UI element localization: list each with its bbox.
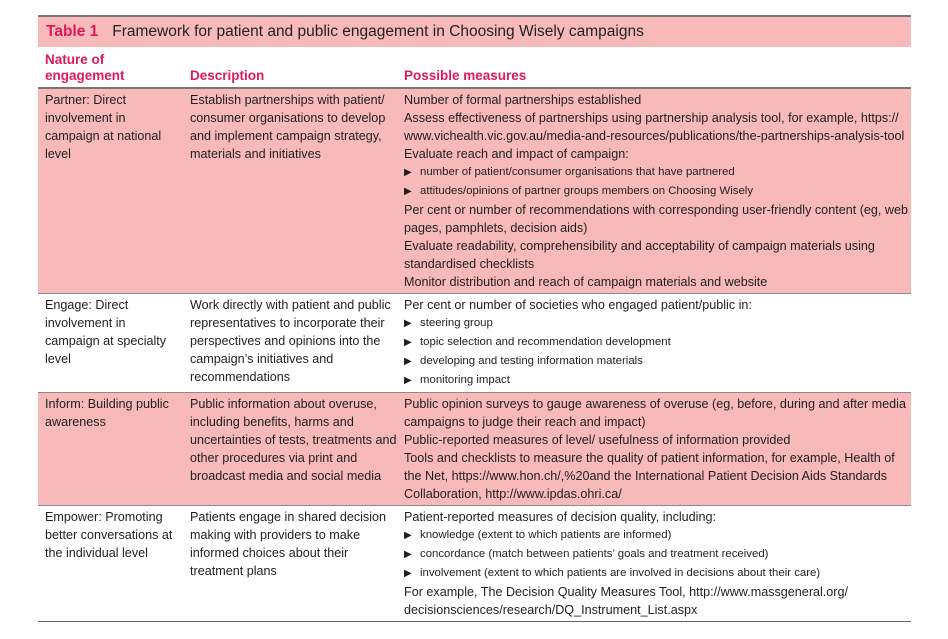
description-cell: Patients engage in shared decision making with providers to make informed choices about their treatment plans — [190, 510, 387, 578]
measure-line: campaigns to judge their reach and impact) — [404, 415, 646, 429]
arrow-bullet-icon: ▶ — [404, 318, 412, 329]
measure-line: www.vichealth.vic.gov.au/media-and-resources/publications/the-partnerships-analysis-tool — [404, 129, 905, 143]
table-number: Table 1 — [46, 23, 99, 40]
table-title: Framework for patient and public engagement in Choosing Wisely campaigns — [112, 23, 644, 40]
table-caption — [38, 15, 911, 47]
measure-bullet — [404, 526, 911, 545]
table-body — [38, 89, 911, 622]
arrow-bullet-icon: ▶ — [404, 530, 412, 541]
measure-line: Assess effectiveness of partnerships using partnership analysis tool, for example, https:// — [404, 111, 899, 125]
measure-bullet — [404, 314, 911, 333]
measure-line: Per cent or number of recommendations with corresponding user-friendly content (eg, web — [404, 203, 909, 217]
measure-line: For example, The Decision Quality Measures Tool, http://www.massgeneral.org/ — [404, 585, 849, 599]
measures-cell — [397, 395, 911, 503]
measure-bullet — [404, 371, 911, 390]
measure-line: Patient-reported measures of decision quality, including: — [404, 510, 716, 524]
arrow-bullet-icon: ▶ — [404, 549, 412, 560]
measure-bullet-text: attitudes/opinions of partner groups members on Choosing Wisely — [420, 185, 754, 197]
measure-line: Public opinion surveys to gauge awareness of overuse (eg, before, during and after media — [404, 397, 906, 411]
measure-bullet-text: topic selection and recommendation development — [420, 336, 671, 348]
nature-cell: Inform: Building public awareness — [45, 397, 169, 429]
table-row — [38, 393, 911, 506]
measures-cell — [397, 91, 911, 291]
arrow-bullet-icon: ▶ — [404, 568, 412, 579]
measure-bullet-text: knowledge (extent to which patients are informed) — [420, 529, 672, 541]
measure-bullet-text: involvement (extent to which patients are involved in decisions about their care) — [420, 567, 821, 579]
measure-bullet-text: concordance (match between patients’ goals and treatment received) — [420, 548, 769, 560]
description-cell: Work directly with patient and public representatives to incorporate their perspectives and opinions into the campaign’s initiatives and recommendations — [190, 298, 391, 384]
measure-bullet-text: developing and testing information materials — [420, 355, 643, 367]
table-header-row — [38, 47, 911, 89]
measure-line: Collaboration, http://www.ipdas.ohri.ca/ — [404, 487, 622, 501]
measure-line: standardised checklists — [404, 257, 535, 271]
arrow-bullet-icon: ▶ — [404, 337, 412, 348]
measure-line: Number of formal partnerships established — [404, 93, 642, 107]
description-cell: Establish partnerships with patient/ consumer organisations to develop and implement campaign strategy, materials and initiatives — [190, 93, 386, 161]
measure-bullet — [404, 333, 911, 352]
nature-cell: Partner: Direct involvement in campaign at national level — [45, 93, 162, 161]
measure-bullet-text: number of patient/consumer organisations that have partnered — [420, 166, 735, 178]
measure-bullet-text: steering group — [420, 317, 493, 329]
measure-bullet-text: monitoring impact — [420, 374, 510, 386]
measure-line: Monitor distribution and reach of campaign materials and website — [404, 275, 768, 289]
measure-line: Tools and checklists to measure the quality of patient information, for example, Health of — [404, 451, 895, 465]
measure-bullet — [404, 352, 911, 371]
measure-bullet — [404, 182, 911, 201]
measure-line: pages, pamphlets, decision aids) — [404, 221, 588, 235]
arrow-bullet-icon: ▶ — [404, 186, 412, 197]
measure-line: decisionsciences/research/DQ_Instrument_List.aspx — [404, 603, 698, 617]
measures-cell — [397, 508, 911, 619]
measure-bullet — [404, 545, 911, 564]
description-cell: Public information about overuse, including benefits, harms and uncertainties of tests, treatments and other procedures via print and broadcast media and social media — [190, 397, 397, 483]
header-description: Description — [190, 68, 265, 83]
table-1 — [38, 15, 911, 622]
measure-line: the Net, https://www.hon.ch/,%20and the International Patient Decision Aids Standards — [404, 469, 888, 483]
measures-cell — [397, 296, 911, 390]
measure-bullet — [404, 163, 911, 182]
table-row — [38, 89, 911, 294]
nature-cell: Empower: Promoting better conversations at the individual level — [45, 510, 173, 560]
measure-line: Evaluate readability, comprehensibility and acceptability of campaign materials using — [404, 239, 875, 253]
arrow-bullet-icon: ▶ — [404, 375, 412, 386]
arrow-bullet-icon: ▶ — [404, 167, 412, 178]
table-row — [38, 294, 911, 393]
measure-line: Per cent or number of societies who engaged patient/public in: — [404, 298, 752, 312]
arrow-bullet-icon: ▶ — [404, 356, 412, 367]
measure-line: Evaluate reach and impact of campaign: — [404, 147, 629, 161]
header-nature: Nature of engagement — [45, 52, 125, 83]
measure-bullet — [404, 564, 911, 583]
header-measures: Possible measures — [404, 68, 527, 83]
table-row — [38, 506, 911, 622]
nature-cell: Engage: Direct involvement in campaign at specialty level — [45, 298, 167, 366]
measure-line: Public-reported measures of level/ usefulness of information provided — [404, 433, 791, 447]
